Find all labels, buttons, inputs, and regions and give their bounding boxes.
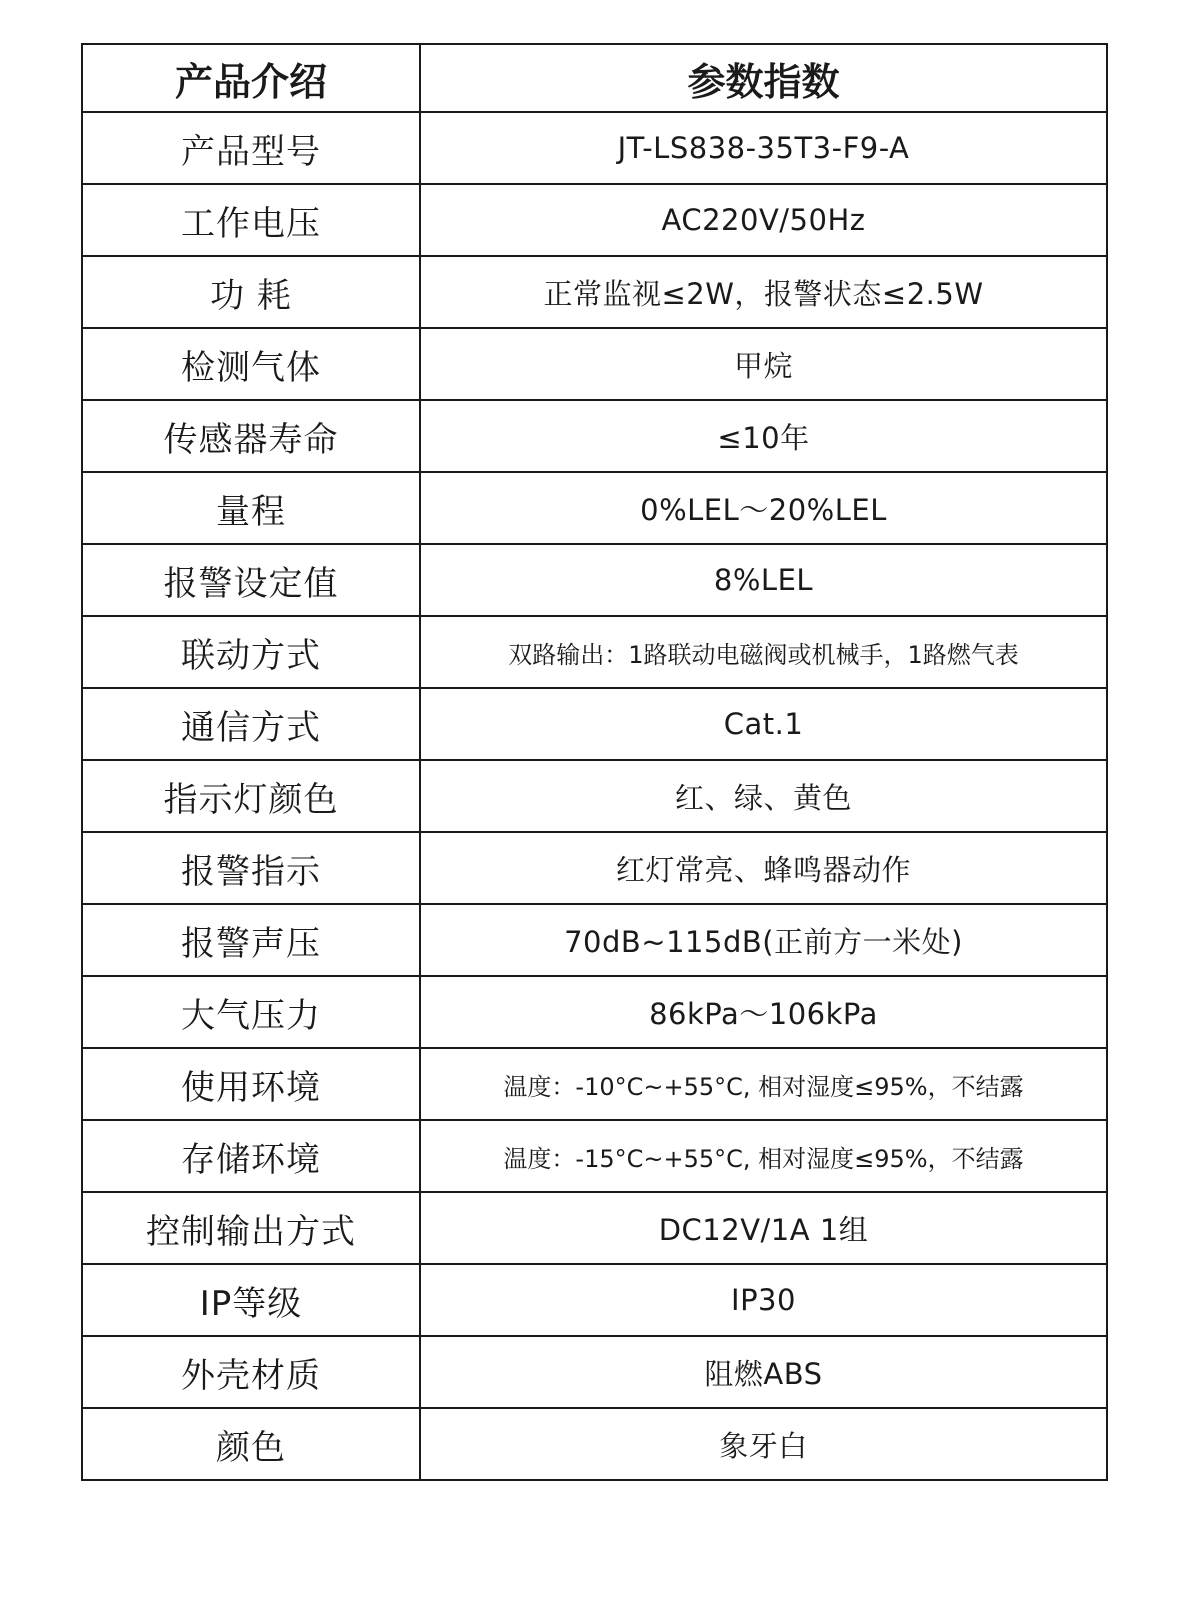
row-value: 红灯常亮、蜂鸣器动作 [420, 832, 1107, 904]
table-row [82, 400, 1107, 472]
row-label: 工作电压 [82, 184, 420, 256]
row-label: 检测气体 [82, 328, 420, 400]
table-row [82, 1336, 1107, 1408]
table-row [82, 1120, 1107, 1192]
table-row [82, 184, 1107, 256]
table-header-row [82, 44, 1107, 112]
table-row [82, 976, 1107, 1048]
header-parameters: 参数指数 [420, 44, 1107, 112]
header-product-intro: 产品介绍 [82, 44, 420, 112]
table-row [82, 904, 1107, 976]
table-row [82, 544, 1107, 616]
row-label: 报警设定值 [82, 544, 420, 616]
row-label: 报警指示 [82, 832, 420, 904]
row-value: 温度：-15°C~+55°C, 相对湿度≤95%，不结露 [420, 1120, 1107, 1192]
row-value: AC220V/50Hz [420, 184, 1107, 256]
table-row [82, 328, 1107, 400]
row-value: 0%LEL～20%LEL [420, 472, 1107, 544]
row-value: 象牙白 [420, 1408, 1107, 1480]
row-label: 存储环境 [82, 1120, 420, 1192]
row-value: 8%LEL [420, 544, 1107, 616]
row-value: 阻燃ABS [420, 1336, 1107, 1408]
table-row [82, 1048, 1107, 1120]
row-label: 使用环境 [82, 1048, 420, 1120]
row-value: 86kPa～106kPa [420, 976, 1107, 1048]
row-value: 双路输出：1路联动电磁阀或机械手，1路燃气表 [420, 616, 1107, 688]
table-row [82, 1192, 1107, 1264]
table-row [82, 688, 1107, 760]
row-value: 正常监视≤2W，报警状态≤2.5W [420, 256, 1107, 328]
row-label: 外壳材质 [82, 1336, 420, 1408]
row-value: JT-LS838-35T3-F9-A [420, 112, 1107, 184]
row-value: 70dB~115dB(正前方一米处) [420, 904, 1107, 976]
row-label: 颜色 [82, 1408, 420, 1480]
row-label: 通信方式 [82, 688, 420, 760]
row-value: 甲烷 [420, 328, 1107, 400]
table-row [82, 472, 1107, 544]
row-label: 联动方式 [82, 616, 420, 688]
row-value: Cat.1 [420, 688, 1107, 760]
row-label: 功 耗 [82, 256, 420, 328]
row-label: 报警声压 [82, 904, 420, 976]
row-value: DC12V/1A 1组 [420, 1192, 1107, 1264]
row-label: 控制输出方式 [82, 1192, 420, 1264]
row-label: 传感器寿命 [82, 400, 420, 472]
row-value: 红、绿、黄色 [420, 760, 1107, 832]
table-row [82, 1264, 1107, 1336]
row-label: 产品型号 [82, 112, 420, 184]
row-value: 温度：-10°C~+55°C, 相对湿度≤95%，不结露 [420, 1048, 1107, 1120]
table-row [82, 1408, 1107, 1480]
row-label: 大气压力 [82, 976, 420, 1048]
row-value: IP30 [420, 1264, 1107, 1336]
spec-table [81, 43, 1108, 1481]
table-row [82, 832, 1107, 904]
row-label: IP等级 [82, 1264, 420, 1336]
table-row [82, 616, 1107, 688]
table-row [82, 760, 1107, 832]
row-label: 量程 [82, 472, 420, 544]
row-label: 指示灯颜色 [82, 760, 420, 832]
table-row [82, 112, 1107, 184]
table-row [82, 256, 1107, 328]
row-value: ≤10年 [420, 400, 1107, 472]
